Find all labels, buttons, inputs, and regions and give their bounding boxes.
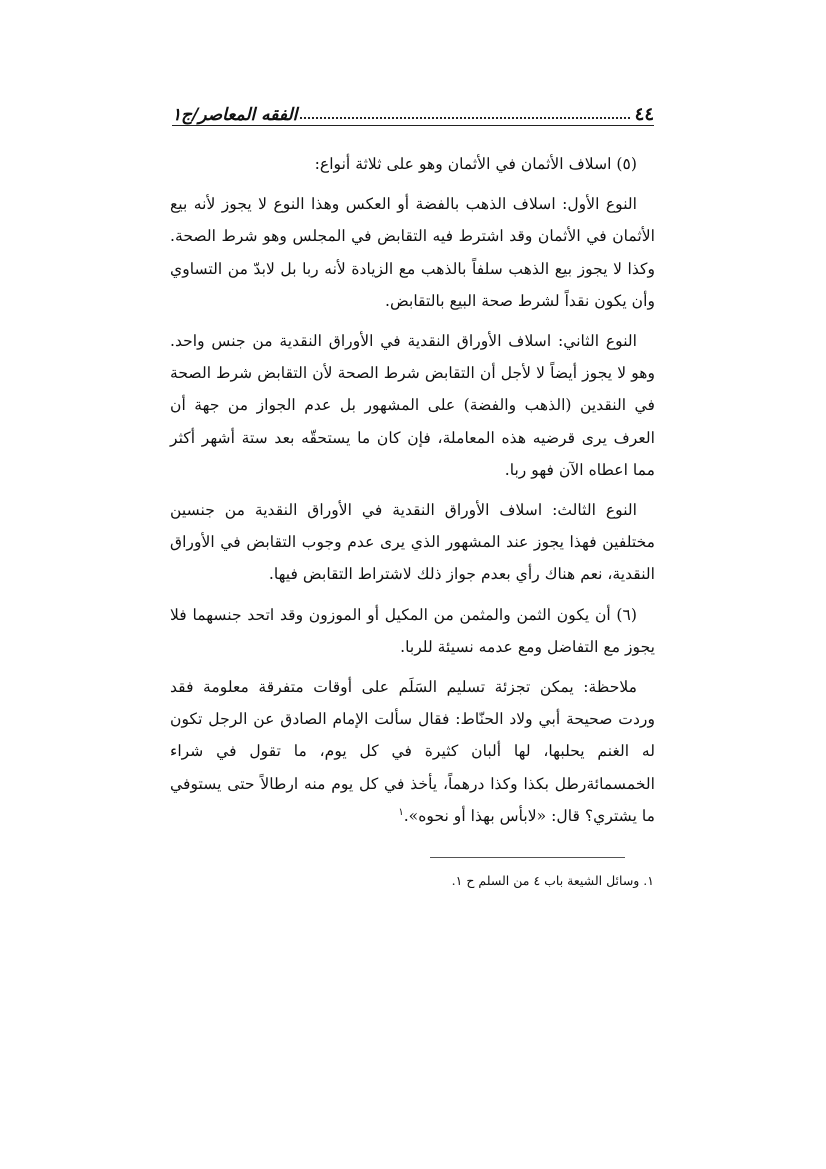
paragraph-item-5: (٥) اسلاف الأثمان في الأثمان وهو على ثلاثة أنواع:	[314, 155, 637, 173]
paragraph-item-6: (٦) أن يكون الثمن والمثمن من المكيل أو الموزون وقد اتحد جنسهما فلا يجوز مع التفاضل ومع عدمه نسيئة للربا.	[170, 605, 655, 656]
running-title: الفقه المعاصر/ج١	[172, 105, 298, 125]
header-dot-leader	[300, 116, 629, 119]
note-text: ملاحظة: يمكن تجزئة تسليم السَلَم على أوقات متفرقة معلومة فقد وردت صحيحة أبي ولاد الحنّاط: فقال سألت الإمام الصادق عن الرجل تكون له الغنم يحلبها، لها ألبان كثيرة في كل يوم، ما تقول في شراء الخمسمائةرطل بكذا وكذا درهماً، يأخذ في كل يوم منه ارطالاً حتى يستوفي ما يشتري؟ قال: «لابأس بهذا أو نحوه».	[170, 678, 655, 825]
page-header	[172, 96, 654, 124]
paragraph-type-3: النوع الثالث: اسلاف الأوراق النقدية في الأوراق النقدية من جنسين مختلفين فهذا يجوز عند المشهور الذي يرى عدم وجوب التقابض في الأوراق النقدية، نعم هناك رأي بعدم جواز ذلك لاشتراط التقابض فيها.	[170, 501, 655, 584]
footnote: ١. وسائل الشيعة باب ٤ من السلم ح ١.	[451, 873, 654, 888]
page-number: ٤٤	[634, 104, 654, 125]
footnote-rule	[430, 857, 625, 858]
header-rule	[172, 125, 654, 126]
paragraph-type-1: النوع الأول: اسلاف الذهب بالفضة أو العكس وهذا النوع لا يجوز لأنه بيع الأثمان في الأثمان وقد اشترط فيه التقابض في المجلس وهو شرط الصحة. وكذا لا يجوز بيع الذهب سلفاً بالذهب مع الزيادة لأنه ربا بل لابدّ من التساوي وأن يكون نقداً لشرط صحة البيع بالتقابض.	[170, 195, 655, 310]
paragraph-note	[170, 671, 655, 832]
footnote-marker: ١	[398, 806, 404, 818]
paragraph-type-2: النوع الثاني: اسلاف الأوراق النقدية في الأوراق النقدية من جنس واحد. وهو لا يجوز أيضاً لا لأجل أن التقابض شرط الصحة لأن التقابض شرط الصحة في النقدين (الذهب والفضة) على المشهور بل عدم الجواز من جهة أن العرف يرى قرضيه هذه المعاملة، فإن كان ما يستحقّه بعد ستة أشهر أكثر مما اعطاه الآن فهو ربا.	[170, 332, 655, 479]
body-text	[170, 148, 655, 840]
